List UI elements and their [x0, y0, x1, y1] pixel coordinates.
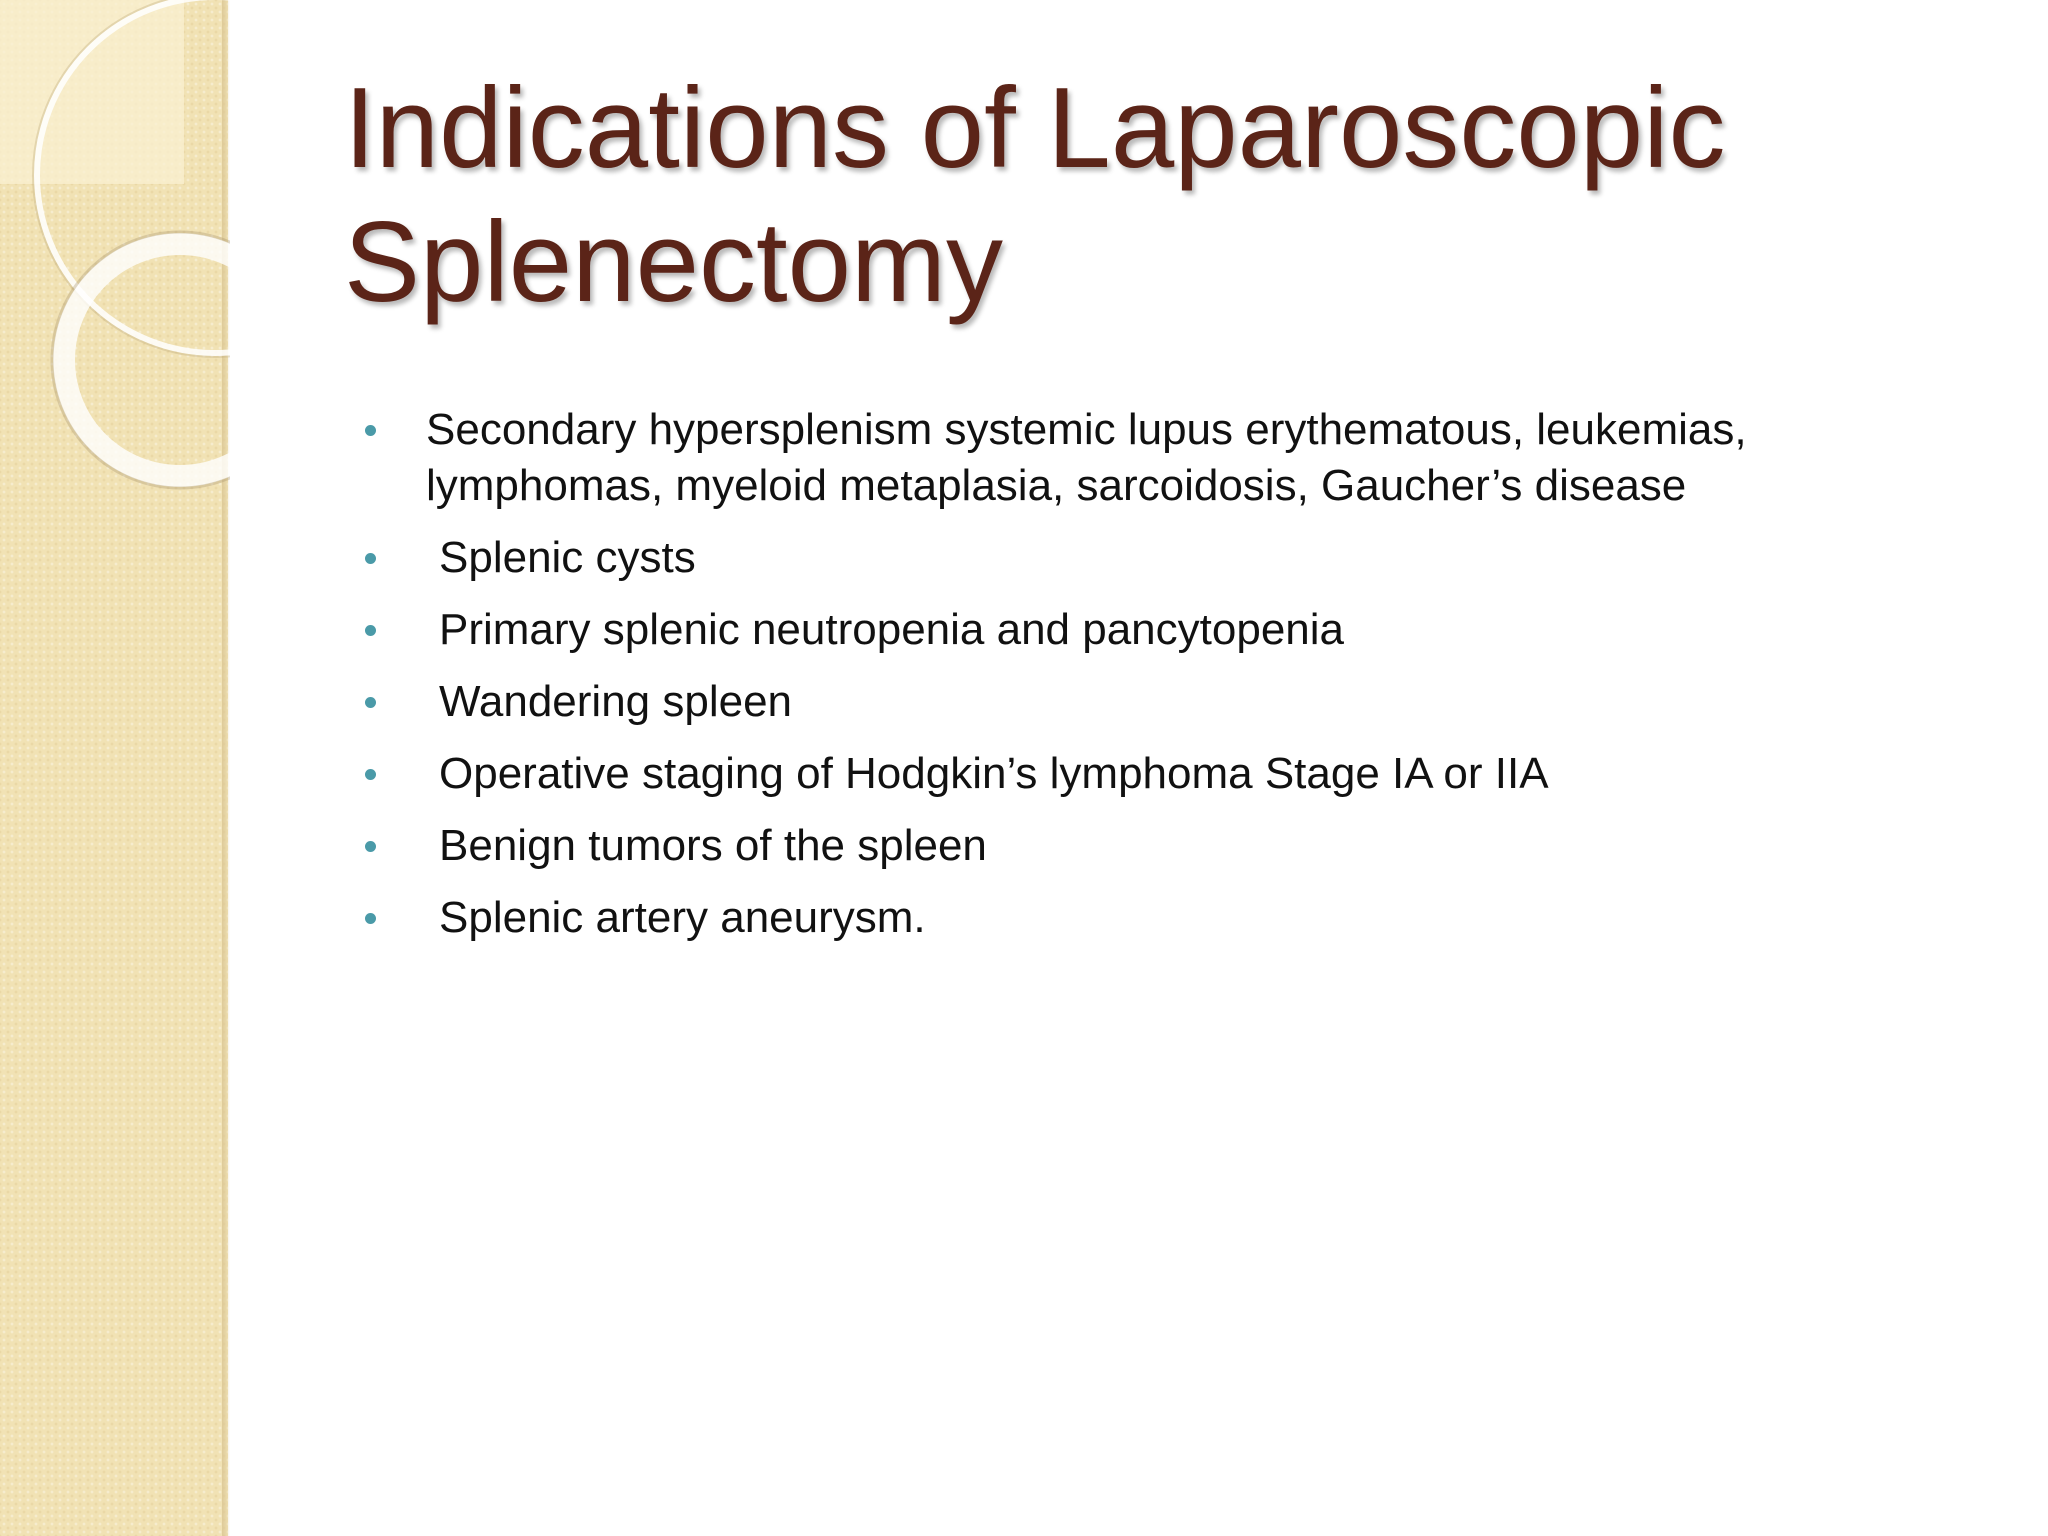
bullet-dot-icon — [365, 697, 376, 708]
slide-title-line-1: Indications of Laparoscopic — [344, 65, 1726, 192]
slide-title-line-2: Splenectomy — [344, 199, 1004, 326]
bullet-dot-icon — [365, 769, 376, 780]
bullet-text: Secondary hypersplenism systemic lupus erythematous, leukemias, lymphomas, myeloid metaplasia, sarcoidosis, Gaucher’s disease — [426, 405, 1747, 510]
bullet-dot-icon — [365, 625, 376, 636]
bullet-item — [362, 890, 1842, 946]
bullet-item — [362, 674, 1842, 730]
bullet-item — [362, 402, 1842, 514]
bullet-dot-icon — [365, 553, 376, 564]
bullet-list — [362, 402, 1842, 962]
bullet-item — [362, 530, 1842, 586]
decorative-ring-small-shadow — [52, 232, 230, 488]
bullet-text: Benign tumors of the spleen — [439, 821, 987, 870]
bullet-text: Splenic artery aneurysm. — [439, 893, 926, 942]
bullet-dot-icon — [365, 913, 376, 924]
bullet-text: Operative staging of Hodgkin’s lymphoma Stage IA or IIA — [439, 749, 1549, 798]
decorative-ring-small — [64, 244, 230, 476]
bullet-text: Wandering spleen — [439, 677, 793, 726]
bullet-dot-icon — [365, 425, 376, 436]
slide-title — [344, 62, 1964, 330]
bullet-item — [362, 746, 1842, 802]
bullet-dot-icon — [365, 841, 376, 852]
decorative-ring-large-shadow — [33, 0, 230, 357]
bullet-text: Splenic cysts — [439, 533, 696, 582]
bullet-text: Primary splenic neutropenia and pancytopenia — [439, 605, 1345, 654]
bullet-item — [362, 818, 1842, 874]
decorative-rings — [0, 0, 230, 520]
bullet-item — [362, 602, 1842, 658]
